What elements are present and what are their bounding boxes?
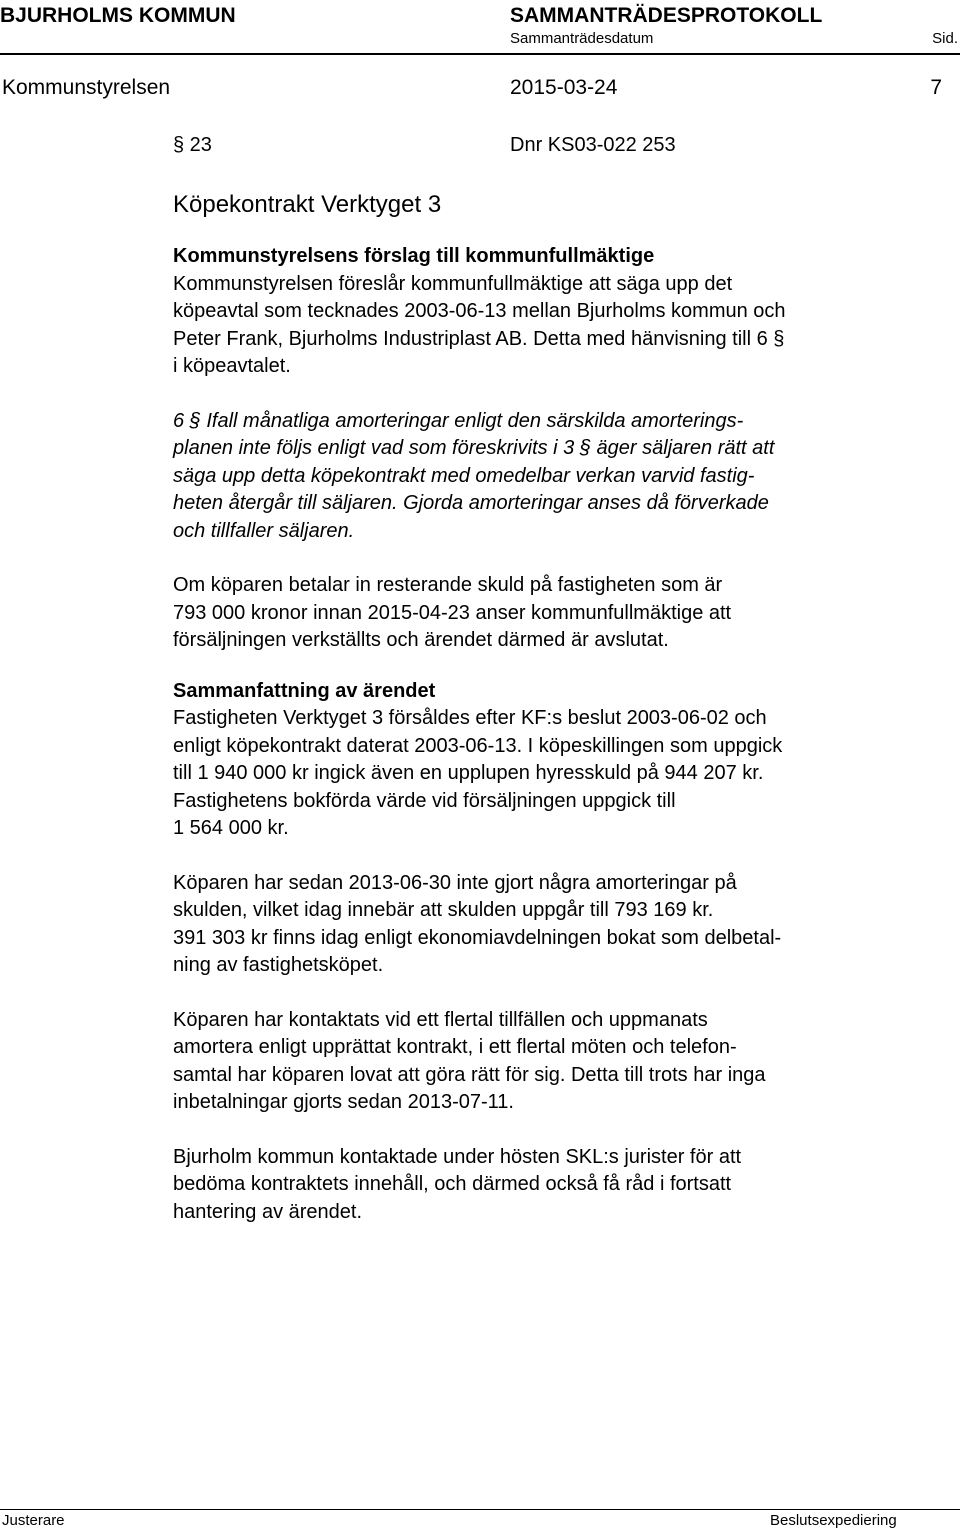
footer-dispatch-label: Beslutsexpediering: [770, 1512, 897, 1529]
summary-paragraph-3: Köparen har kontaktats vid ett flertal tillfällen och uppmanats amortera enligt upprättat kontrakt, i ett flertal möten och telefon- samtal har köparen lovat att göra rätt för sig. Detta till trots har inga inbetalningar gjorts sedan 2013-07-11.: [173, 1008, 766, 1113]
summary-paragraph-4: Bjurholm kommun kontaktade under hösten SKL:s jurister för att bedöma kontraktets innehåll, och därmed också få råd i fortsatt hantering av ärendet.: [173, 1145, 742, 1223]
meeting-date-label: Sammanträdesdatum: [510, 30, 654, 47]
document-type: SAMMANTRÄDESPROTOKOLL: [510, 4, 823, 27]
organization-name: BJURHOLMS KOMMUN: [0, 4, 236, 27]
summary-heading: Sammanfattning av ärendet: [173, 679, 436, 702]
section-number: § 23: [173, 134, 212, 156]
committee-name: Kommunstyrelsen: [2, 76, 171, 99]
contract-quote: 6 § Ifall månatliga amorteringar enligt den särskilda amorterings- planen inte följs enligt vad som föreskrivits i 3 § äger säljaren rätt att säga upp detta köpekontrakt med omedelbar verkan varvid fastig- heten återgår till säljaren. Gjorda amorteringar anses då förverkade och tillfaller säljaren.: [173, 409, 775, 542]
protocol-section: [173, 132, 913, 1226]
page-number: 7: [930, 76, 942, 99]
summary-paragraph-1: Fastigheten Verktyget 3 försåldes efter KF:s beslut 2003-06-02 och enligt köpekontrakt daterat 2003-06-13. I köpeskillingen som uppgick till 1 940 000 kr ingick även en upplupen hyresskuld på 944 207 kr. Fastighetens bokförda värde vid försäljningen uppgick till 1 564 000 kr.: [173, 707, 783, 839]
proposal-text: Kommunstyrelsen föreslår kommunfullmäktige att säga upp det köpeavtal som tecknades 2003-06-13 mellan Bjurholms kommun och Peter Frank, Bjurholms Industriplast AB. Detta med hänvisning till 6 § i köpeavtalet.: [173, 272, 786, 377]
summary-paragraph-2: Köparen har sedan 2013-06-30 inte gjort några amorteringar på skulden, vilket idag innebär att skulden uppgår till 793 169 kr. 391 303 kr finns idag enligt ekonomiavdelningen bokat som delbetal- ning av fastighetsköpet.: [173, 871, 782, 976]
footer-adjuster-label: Justerare: [2, 1512, 65, 1529]
payment-condition: Om köparen betalar in resterande skuld på fastigheten som är 793 000 kronor innan 2015-04-23 anser kommunfullmäktige att försäljningen verkställts och ärendet därmed är avslutat.: [173, 574, 732, 651]
proposal-heading: Kommunstyrelsens förslag till kommunfullmäktige: [173, 245, 655, 267]
section-line: [173, 132, 913, 160]
meeting-date: 2015-03-24: [510, 76, 618, 99]
footer-divider: [0, 1509, 960, 1510]
header-divider: [0, 53, 960, 55]
diary-number: Dnr KS03-022 253: [510, 134, 676, 156]
section-title: Köpekontrakt Verktyget 3: [173, 191, 442, 218]
page-label: Sid.: [932, 30, 958, 47]
